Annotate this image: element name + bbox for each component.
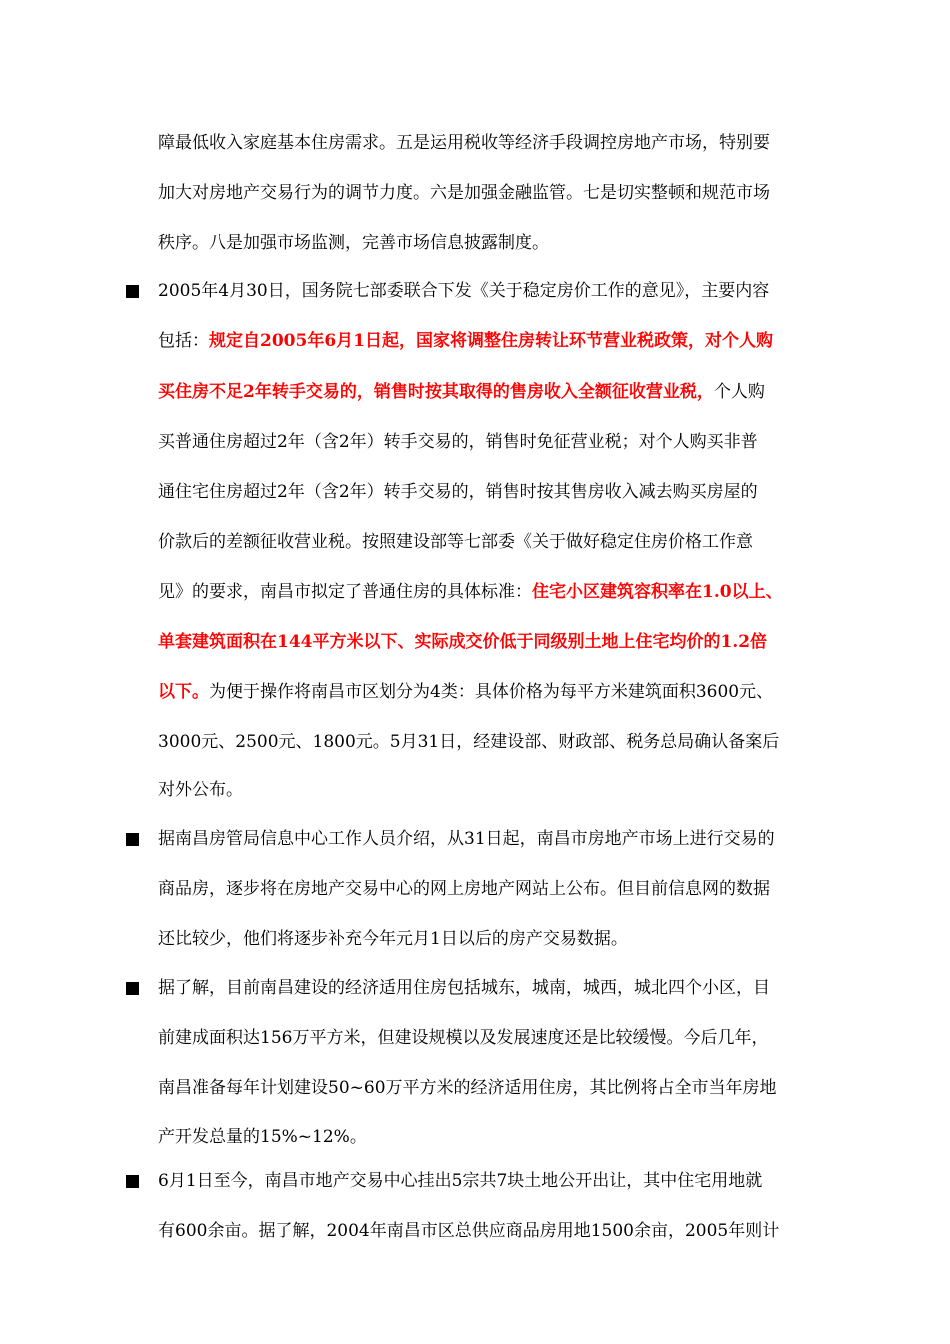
text-line: 加大对房地产交易行为的调节力度。六是加强金融监管。七是切实整顿和规范市场 <box>158 183 770 203</box>
text-line <box>158 580 878 604</box>
text-line: 2005年4月30日，国务院七部委联合下发《关于稳定房价工作的意见》，主要内容 <box>158 281 770 301</box>
highlighted-text: 以下。 <box>158 682 209 702</box>
text-line: 价款后的差额征收营业税。按照建设部等七部委《关于做好稳定住房价格工作意 <box>158 532 753 552</box>
text-line: 还比较少，他们将逐步补充今年元月1日以后的房产交易数据。 <box>158 929 628 949</box>
text-line: 商品房，逐步将在房地产交易中心的网上房地产网站上公布。但目前信息网的数据 <box>158 879 770 899</box>
highlighted-text-line: 单套建筑面积在144平方米以下、实际成交价低于同级别土地上住宅均价的1.2倍 <box>158 632 768 652</box>
text-line: 据了解，目前南昌建设的经济适用住房包括城东，城南，城西，城北四个小区，目 <box>158 978 770 998</box>
text-line <box>158 680 878 704</box>
text-run: 见》的要求，南昌市拟定了普通住房的具体标准： <box>158 582 532 602</box>
text-line: 买普通住房超过2年（含2年）转手交易的，销售时免征营业税；对个人购买非普 <box>158 432 758 452</box>
text-line: 通住宅住房超过2年（含2年）转手交易的，销售时按其售房收入减去购买房屋的 <box>158 482 758 502</box>
text-line <box>158 380 878 404</box>
text-line: 障最低收入家庭基本住房需求。五是运用税收等经济手段调控房地产市场，特别要 <box>158 133 770 153</box>
text-line: 产开发总量的15%~12%。 <box>158 1127 367 1147</box>
text-line: 秩序。八是加强市场监测，完善市场信息披露制度。 <box>158 233 549 253</box>
text-line: 对外公布。 <box>158 780 243 800</box>
square-bullet-icon <box>126 285 139 298</box>
highlighted-text: 住宅小区建筑容积率在1.0以上、 <box>532 582 783 602</box>
text-line: 前建成面积达156万平方米，但建设规模以及发展速度还是比较缓慢。今后几年， <box>158 1028 769 1048</box>
text-line: 3000元、2500元、1800元。5月31日，经建设部、财政部、税务总局确认备案后 <box>158 732 780 752</box>
text-run: 个人购 <box>713 382 765 402</box>
square-bullet-icon <box>126 1175 139 1188</box>
text-run: 包括： <box>158 331 209 351</box>
text-line: 据南昌房管局信息中心工作人员介绍，从31日起，南昌市房地产市场上进行交易的 <box>158 829 775 849</box>
square-bullet-icon <box>126 982 139 995</box>
text-line: 有600余亩。据了解，2004年南昌市区总供应商品房用地1500余亩，2005年则计 <box>158 1221 780 1241</box>
text-line <box>158 329 878 353</box>
text-line: 南昌准备每年计划建设50~60万平方米的经济适用住房，其比例将占全市当年房地 <box>158 1078 777 1098</box>
highlighted-text: 规定自2005年6月1日起，国家将调整住房转让环节营业税政策，对个人购 <box>209 331 773 351</box>
highlighted-text: 买住房不足2年转手交易的，销售时按其取得的售房收入全额征收营业税， <box>158 382 714 402</box>
text-line: 6月1日至今，南昌市地产交易中心挂出5宗共7块土地公开出让，其中住宅用地就 <box>158 1171 763 1191</box>
text-run: 为便于操作将南昌市区划分为4类：具体价格为每平方米建筑面积3600元、 <box>209 682 774 702</box>
square-bullet-icon <box>126 833 139 846</box>
